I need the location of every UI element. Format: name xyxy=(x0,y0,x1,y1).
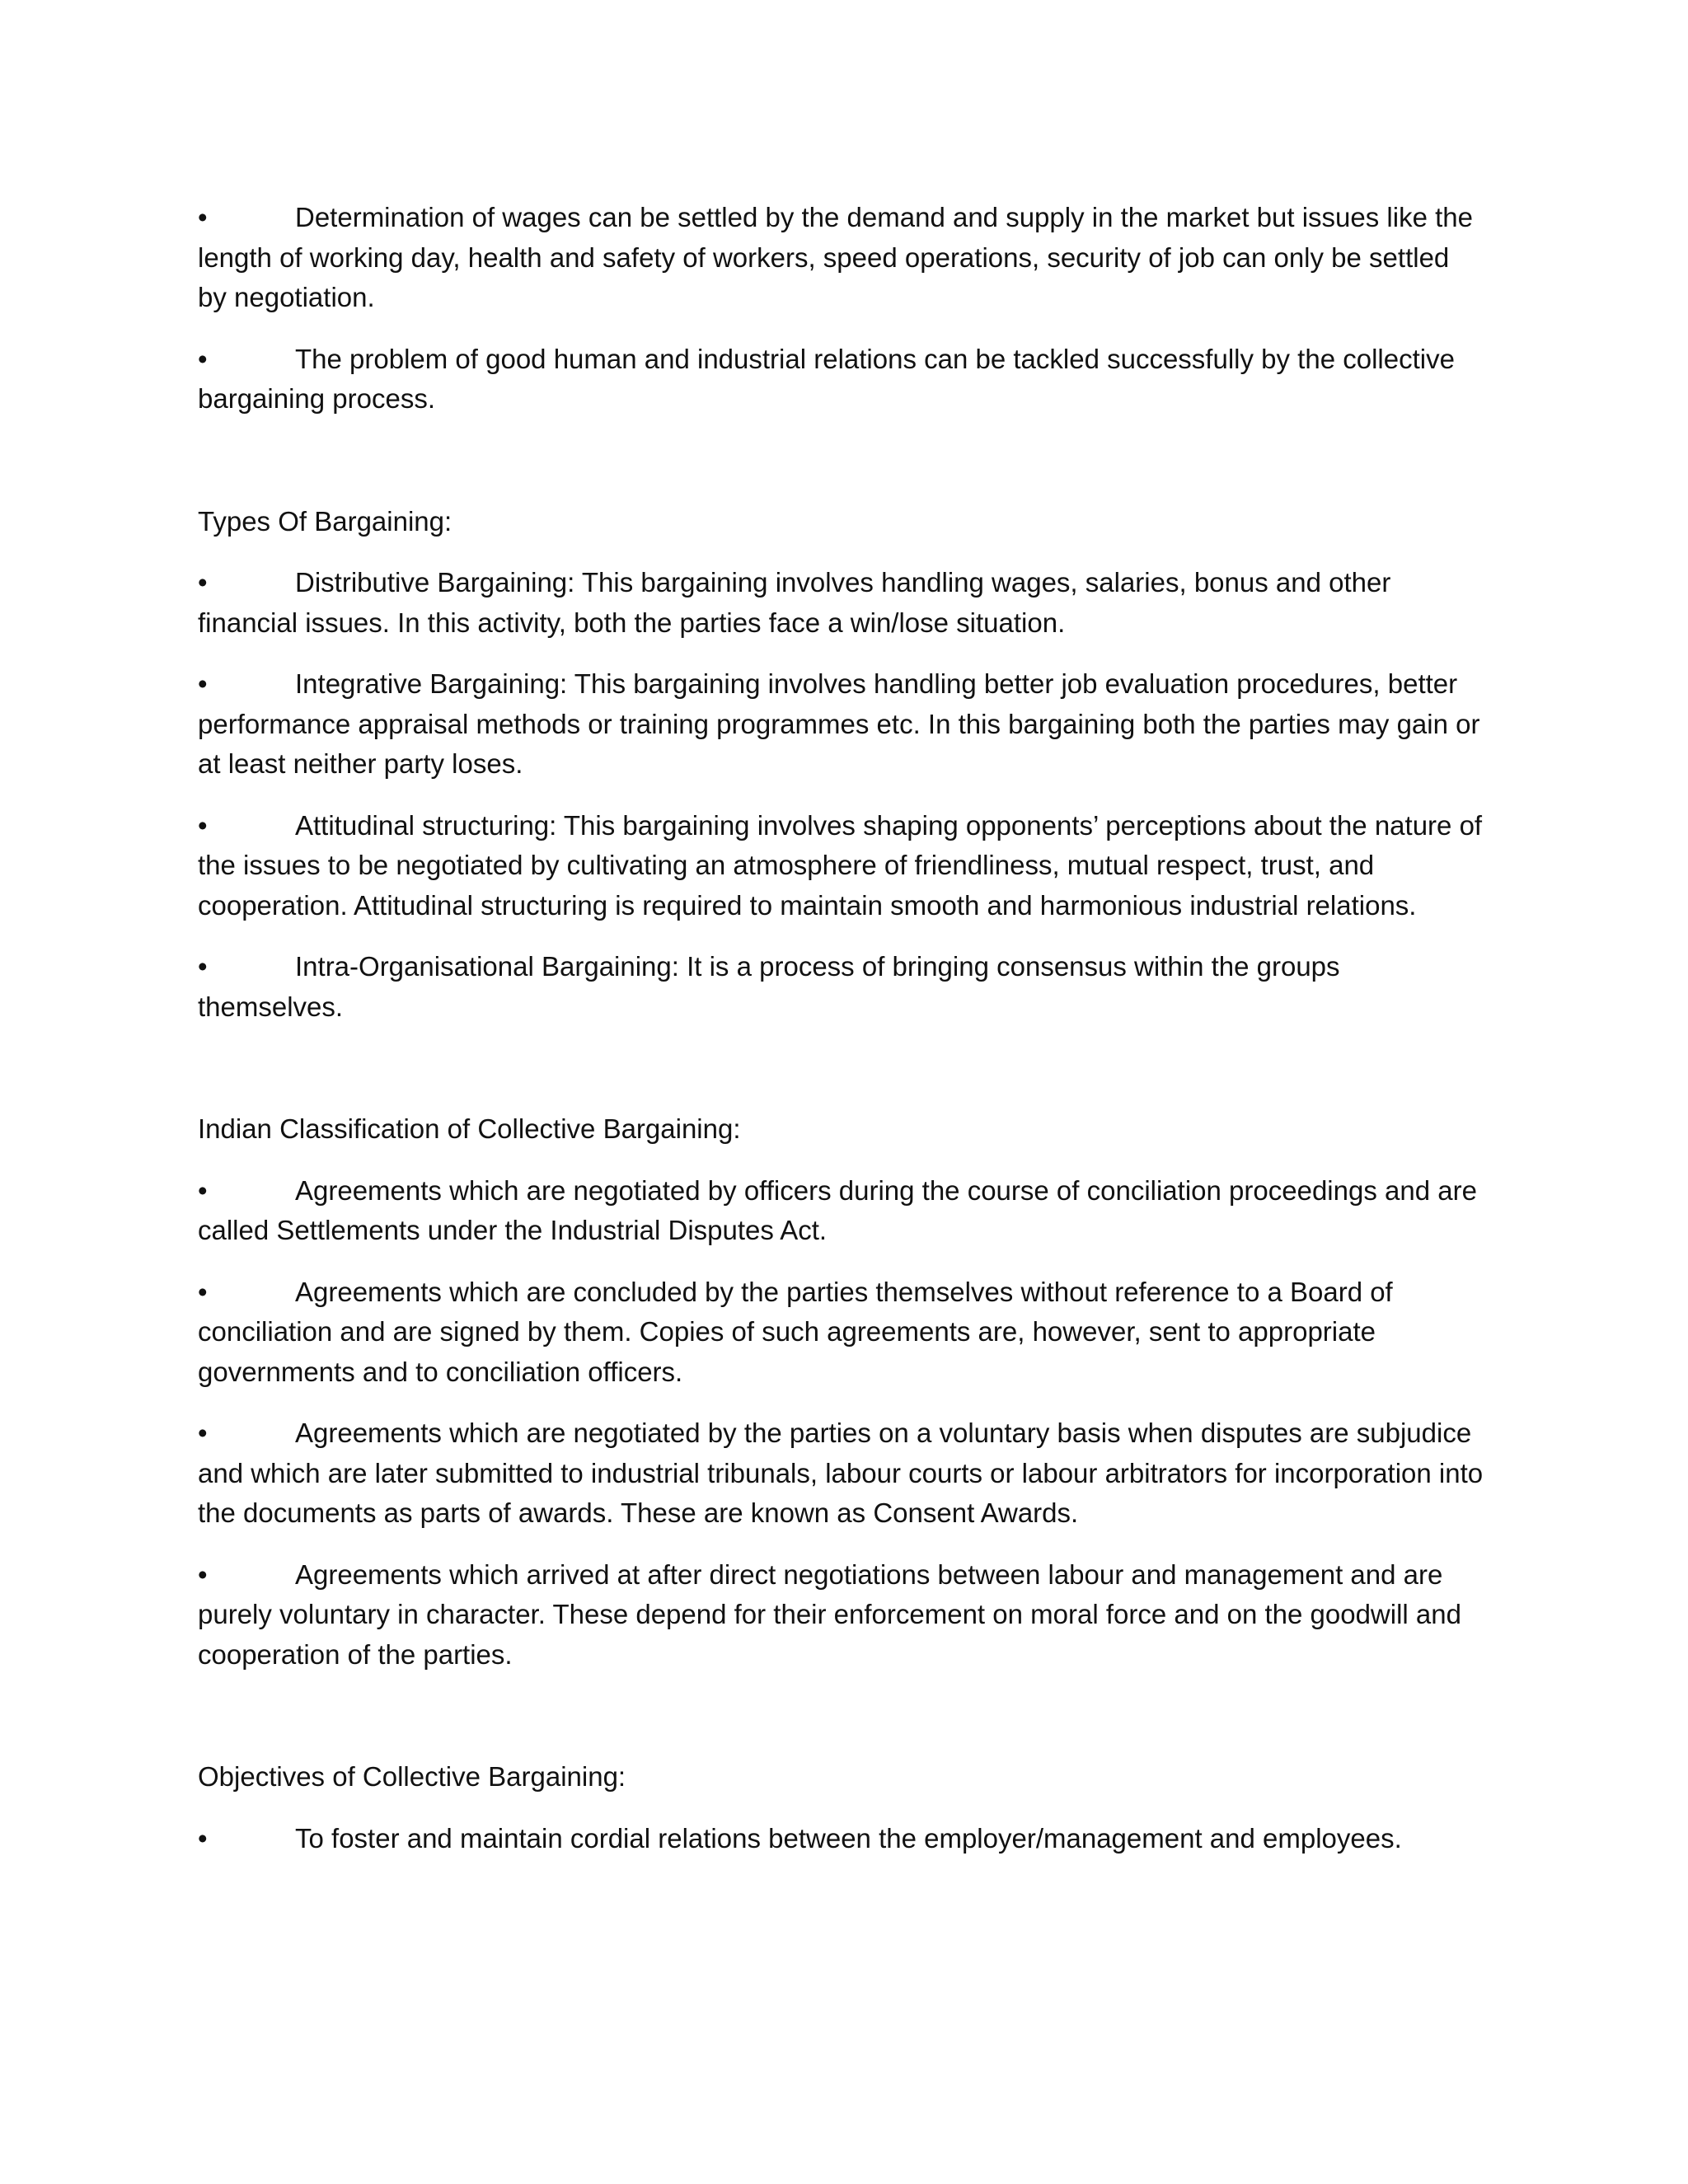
bullet-text: To foster and maintain cordial relations between the employer/management and employees. xyxy=(295,1822,1402,1854)
bullet-dot: • xyxy=(198,567,208,598)
types-bullet-4 xyxy=(198,947,1484,1027)
bullet-text: Agreements which arrived at after direct negotiations between labour and management and are purely voluntary in character. These depend for their enforcement on moral force and on the goodwill and cooperation of the parties. xyxy=(198,1558,1461,1670)
bullet-text: Agreements which are concluded by the parties themselves without reference to a Board of conciliation and are signed by them. Copies of such agreements are, however, sent to appropriate governments and to conciliation officers. xyxy=(198,1276,1393,1387)
indian-bullet-4 xyxy=(198,1555,1484,1675)
objectives-bullet-1 xyxy=(198,1819,1484,1859)
bullet-dot: • xyxy=(198,202,208,232)
intro-bullet-1 xyxy=(198,198,1484,318)
bullet-text: Determination of wages can be settled by the demand and supply in the market but issues like the length of working day, health and safety of workers, speed operations, security of job can only be settled by negotiation. xyxy=(198,202,1473,312)
indian-bullet-1 xyxy=(198,1171,1484,1251)
bullet-text: Integrative Bargaining: This bargaining involves handling better job evaluation procedures, better performance appraisal methods or training programmes etc. In this bargaining both the parties may gain or at least neither party loses. xyxy=(198,668,1480,779)
bullet-text: Attitudinal structuring: This bargaining involves shaping opponents’ perceptions about the nature of the issues to be negotiated by cultivating an atmosphere of friendliness, mutual respect, trust, and cooperation. Attitudinal structuring is required to maintain smooth and harmonious industrial relations. xyxy=(198,809,1483,921)
indian-bullet-3 xyxy=(198,1413,1484,1534)
bullet-dot: • xyxy=(198,951,208,982)
bullet-text: The problem of good human and industrial relations can be tackled successfully by the collective bargaining process. xyxy=(198,343,1455,414)
types-heading: Types Of Bargaining: xyxy=(198,505,452,537)
bullet-dot: • xyxy=(198,1418,208,1448)
types-bullet-1 xyxy=(198,563,1484,643)
bullet-dot: • xyxy=(198,668,208,699)
bullet-dot: • xyxy=(198,1822,208,1854)
types-bullet-2 xyxy=(198,664,1484,785)
types-bullet-3 xyxy=(198,806,1484,926)
bullet-text: Distributive Bargaining: This bargaining involves handling wages, salaries, bonus and other financial issues. In this activity, both the parties face a win/lose situation. xyxy=(198,567,1391,638)
document-page xyxy=(198,198,1484,1880)
bullet-dot: • xyxy=(198,1558,208,1590)
indian-heading: Indian Classification of Collective Bargaining: xyxy=(198,1113,741,1144)
section-spacer xyxy=(198,441,1484,502)
bullet-text: Agreements which are negotiated by the parties on a voluntary basis when disputes are subjudice and which are later submitted to industrial tribunals, labour courts or labour arbitrators for incorporation into the documents as parts of awards. These are known as Consent Awards. xyxy=(198,1418,1484,1528)
bullet-dot: • xyxy=(198,343,208,374)
intro-bullet-2 xyxy=(198,340,1484,419)
indian-bullet-2 xyxy=(198,1272,1484,1393)
objectives-heading: Objectives of Collective Bargaining: xyxy=(198,1761,626,1792)
bullet-dot: • xyxy=(198,809,208,841)
bullet-dot: • xyxy=(198,1276,208,1307)
bullet-text: Intra-Organisational Bargaining: It is a process of bringing consensus within the groups themselves. xyxy=(198,951,1340,1022)
bullet-dot: • xyxy=(198,1174,208,1206)
section-spacer xyxy=(198,1048,1484,1109)
bullet-text: Agreements which are negotiated by officers during the course of conciliation proceedings and are called Settlements under the Industrial Disputes Act. xyxy=(198,1174,1477,1245)
section-spacer xyxy=(198,1696,1484,1757)
